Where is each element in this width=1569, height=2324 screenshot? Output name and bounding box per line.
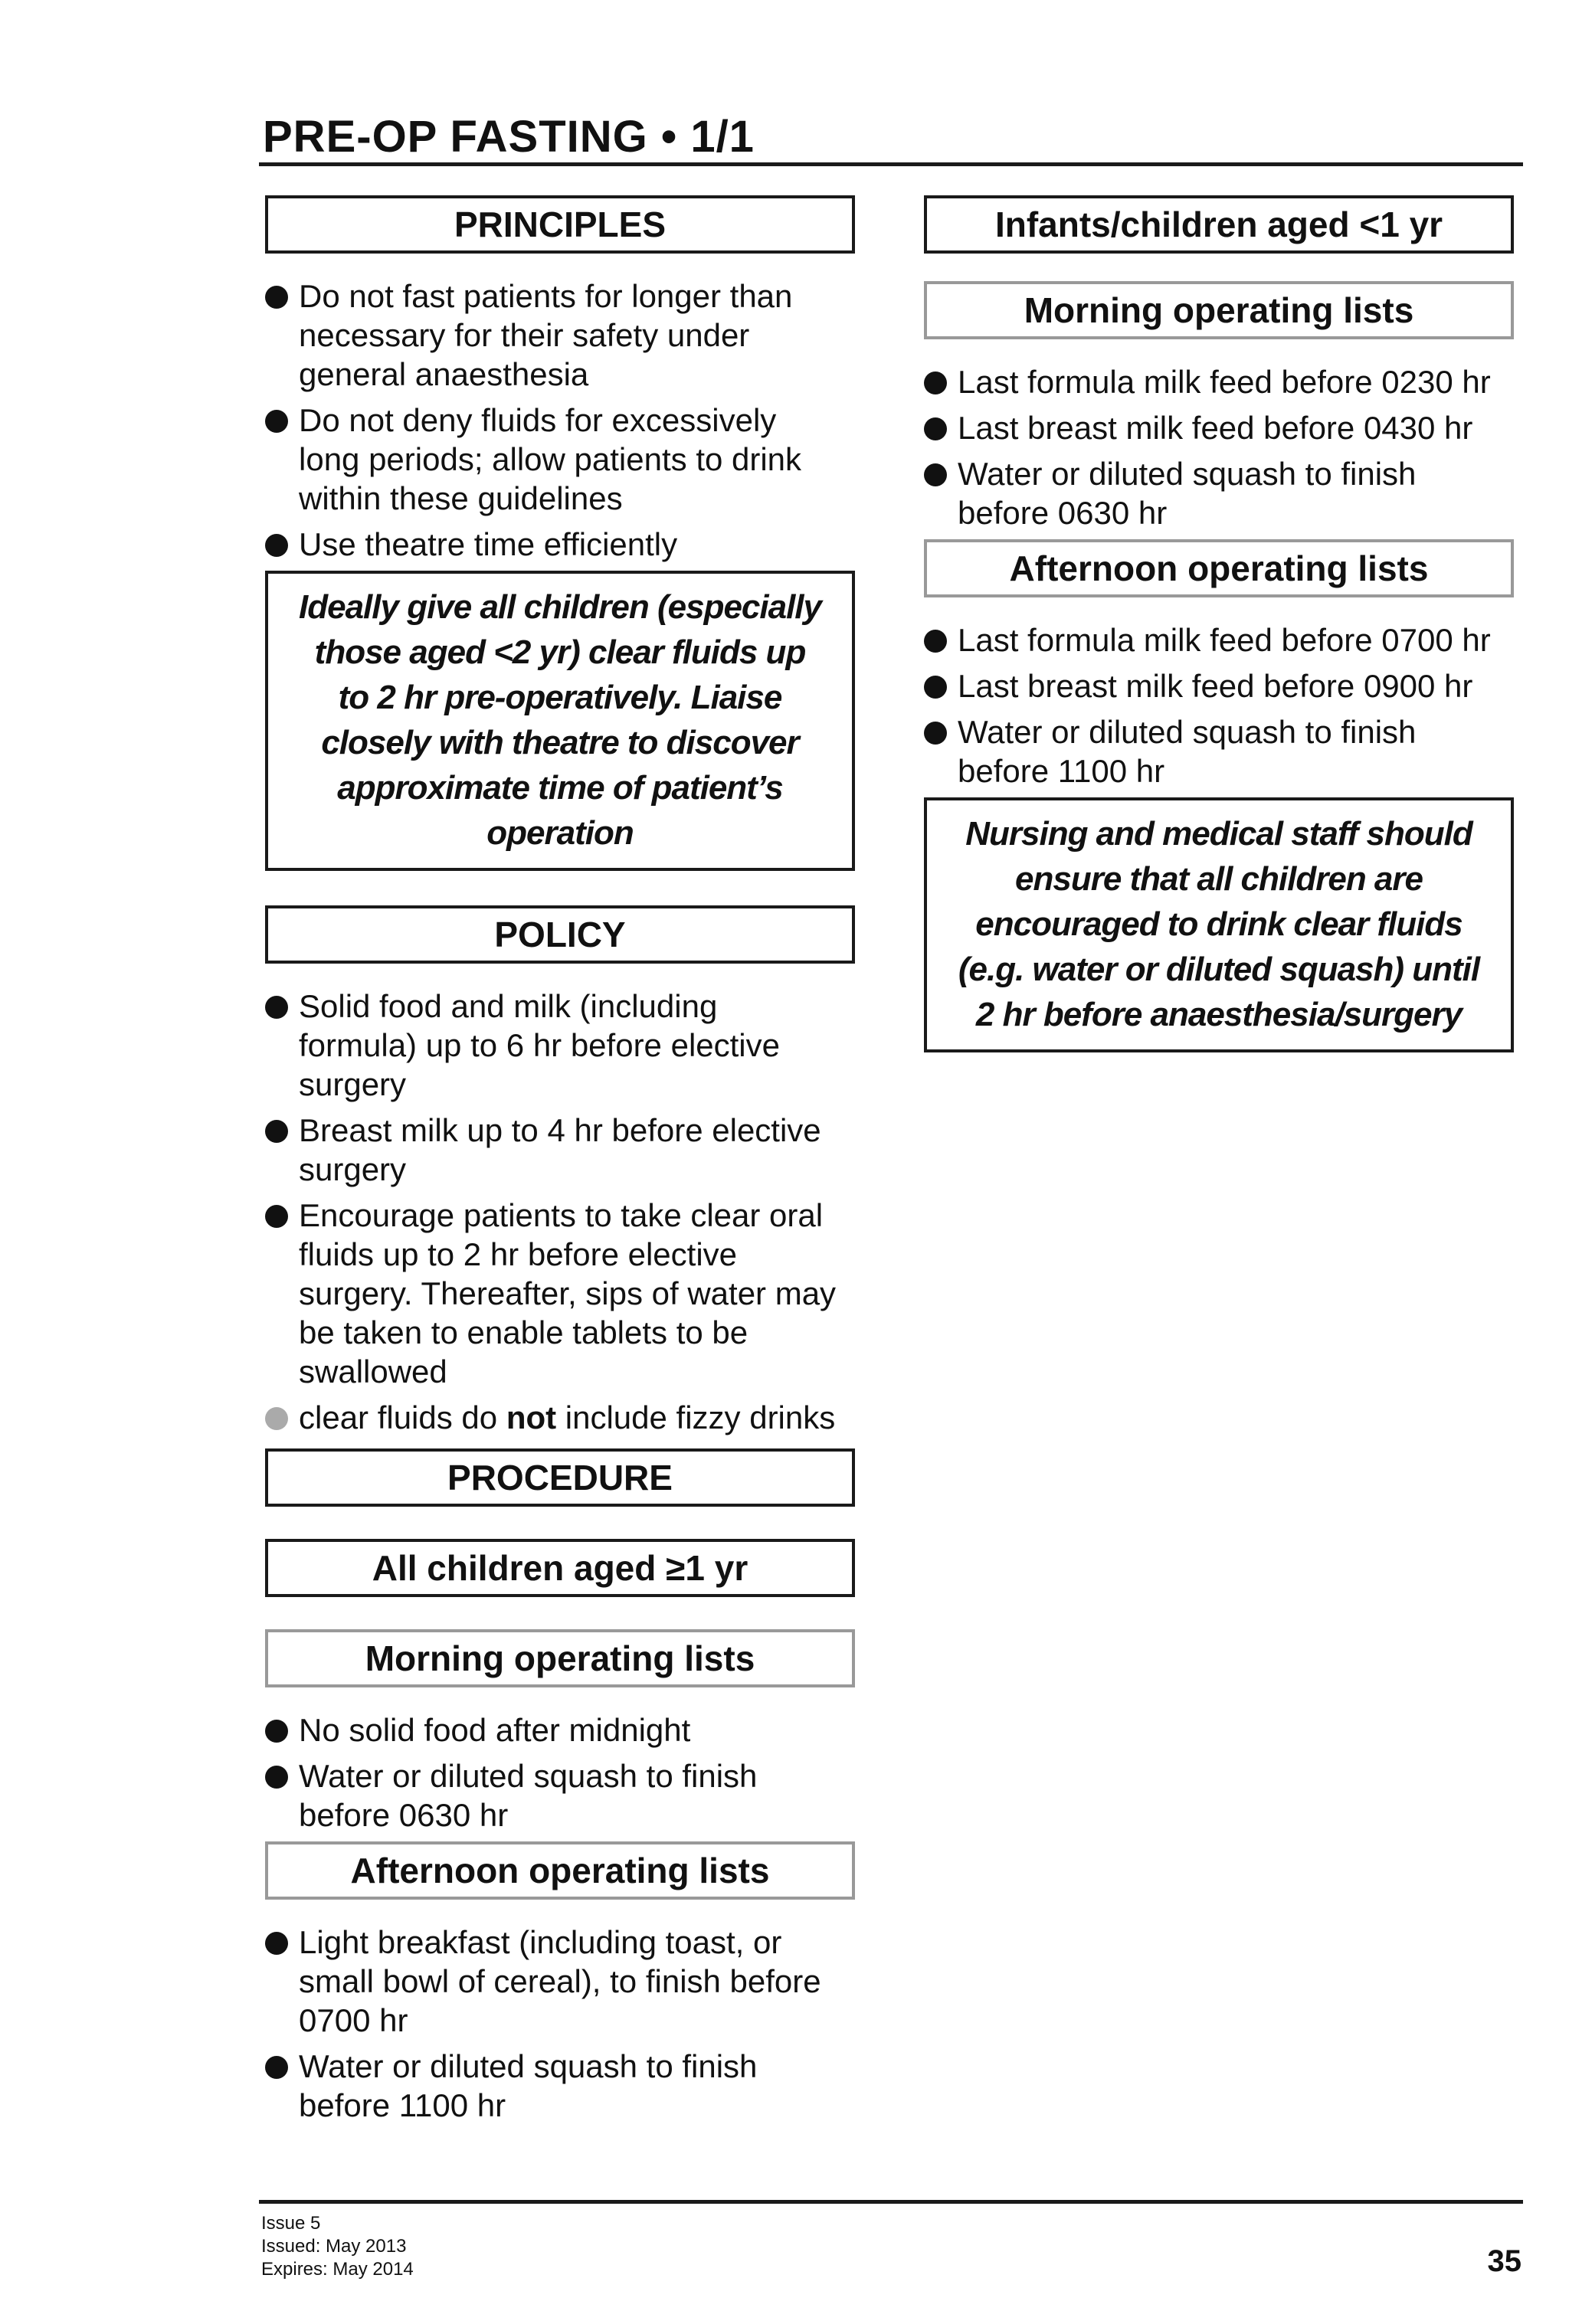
list-item: Solid food and milk (including formula) up to 6 hr before elective surgery: [265, 987, 878, 1104]
principles-callout: Ideally give all children (especially those aged <2 yr) clear fluids up to 2 hr pre-operatively. Liaise closely with theatre to discover approximate time of patient’s operation: [265, 571, 855, 871]
group-heading-over-1yr: All children aged ≥1 yr: [265, 1539, 855, 1597]
principles-list: [265, 277, 878, 564]
morning-lists-list: [265, 1710, 878, 1835]
list-item: Encourage patients to take clear oral fluids up to 2 hr before elective surgery. Thereafter, sips of water may be taken to enable tablets to be swallowed: [265, 1196, 878, 1391]
page-title: PRE-OP FASTING • 1/1: [263, 112, 755, 162]
bullet-icon: [265, 534, 288, 557]
expiry-date: Expires: May 2014: [261, 2259, 414, 2280]
procedure-heading: PROCEDURE: [265, 1448, 855, 1507]
issued-date: Issued: May 2013: [261, 2236, 407, 2257]
footer-rule: [259, 2200, 1523, 2204]
bullet-icon: [924, 372, 947, 394]
bullet-icon: [265, 1720, 288, 1743]
list-item: Last formula milk feed before 0700 hr: [924, 620, 1522, 660]
list-item: Breast milk up to 4 hr before elective surgery: [265, 1111, 878, 1189]
bullet-icon: [265, 996, 288, 1019]
morning-lists-list: [924, 362, 1522, 532]
bullet-icon: [265, 2056, 288, 2079]
bullet-icon: [924, 417, 947, 440]
bullet-icon: [924, 676, 947, 699]
issue-number: Issue 5: [261, 2213, 321, 2234]
list-item: Last breast milk feed before 0430 hr: [924, 408, 1522, 447]
list-item: Light breakfast (including toast, or small bowl of cereal), to finish before 0700 hr: [265, 1923, 878, 2040]
right-column: [924, 195, 1522, 1052]
list-item: Do not fast patients for longer than necessary for their safety under general anaesthesia: [265, 277, 878, 394]
list-item: Last breast milk feed before 0900 hr: [924, 666, 1522, 705]
morning-lists-heading: Morning operating lists: [924, 281, 1514, 339]
list-item: No solid food after midnight: [265, 1710, 878, 1750]
list-item: Do not deny fluids for excessively long periods; allow patients to drink within these guidelines: [265, 401, 878, 518]
bullet-icon: [924, 722, 947, 745]
list-item: Last formula milk feed before 0230 hr: [924, 362, 1522, 401]
bullet-icon: [265, 286, 288, 309]
list-item: Water or diluted squash to finish before 1100 hr: [924, 712, 1522, 790]
afternoon-lists-list: [265, 1923, 878, 2125]
list-item: Water or diluted squash to finish before 0630 hr: [924, 454, 1522, 532]
afternoon-lists-heading: Afternoon operating lists: [265, 1841, 855, 1900]
page-number: 35: [1487, 2244, 1522, 2278]
group-heading-under-1yr: Infants/children aged <1 yr: [924, 195, 1514, 254]
bullet-icon: [265, 1766, 288, 1789]
list-item: Use theatre time efficiently: [265, 525, 878, 564]
bullet-icon: [265, 1932, 288, 1955]
policy-list: [265, 987, 878, 1437]
policy-heading: POLICY: [265, 905, 855, 964]
afternoon-lists-heading: Afternoon operating lists: [924, 539, 1514, 597]
clear-fluids-callout: Nursing and medical staff should ensure that all children are encouraged to drink clear fluids (e.g. water or diluted squash) until 2 hr before anaesthesia/surgery: [924, 797, 1514, 1052]
bullet-icon: [924, 463, 947, 486]
bullet-icon: [265, 1120, 288, 1143]
morning-lists-heading: Morning operating lists: [265, 1629, 855, 1687]
bullet-icon: [924, 630, 947, 653]
principles-heading: PRINCIPLES: [265, 195, 855, 254]
bullet-icon: [265, 1407, 288, 1430]
list-item: Water or diluted squash to finish before 0630 hr: [265, 1756, 878, 1835]
header-rule: [259, 162, 1523, 166]
bullet-icon: [265, 1205, 288, 1228]
bullet-icon: [265, 410, 288, 433]
left-column: [265, 195, 878, 2132]
list-item: Water or diluted squash to finish before 1100 hr: [265, 2047, 878, 2125]
list-item: clear fluids do not include fizzy drinks: [265, 1398, 878, 1437]
issue-info: [261, 2212, 414, 2281]
afternoon-lists-list: [924, 620, 1522, 790]
